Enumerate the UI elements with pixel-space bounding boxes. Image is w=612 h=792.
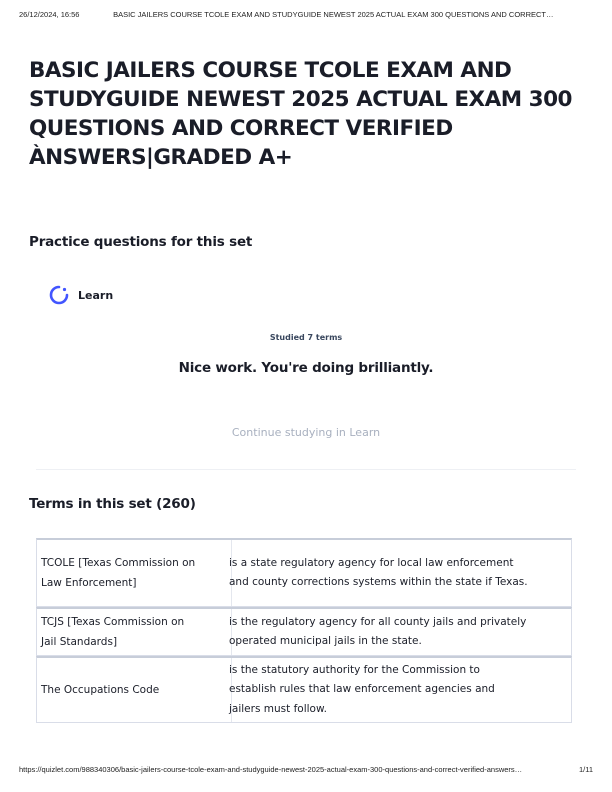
progress-message: Nice work. You're doing brilliantly. — [178, 360, 434, 376]
learn-cycle-icon — [48, 284, 70, 306]
term-text: The Occupations Code — [37, 658, 232, 722]
definition-text: is a state regulatory agency for local law enforcement and county corrections systems within the state if Texas. — [229, 556, 528, 588]
term-row — [36, 656, 572, 723]
print-header — [19, 10, 593, 19]
page-title: BASIC JAILERS COURSE TCOLE EXAM AND STUDYGUIDE NEWEST 2025 ACTUAL EXAM 300 QUESTIONS AND CORRECT VERIFIED ÀNSWERS|GRADED A+ — [29, 58, 572, 170]
terms-list — [36, 538, 572, 723]
definition-text: is the statutory authority for the Commission to establish rules that law enforcement agencies and jailers must follow. — [229, 663, 495, 715]
print-datetime: 26/12/2024, 16:56 — [19, 10, 80, 19]
learn-label: Learn — [78, 288, 114, 302]
term-row — [36, 538, 572, 607]
page-url: https://quizlet.com/988340306/basic-jailers-course-tcole-exam-and-studyguide-newest-2025-actual-exam-300-questions-and-correct-verified-answers… — [19, 765, 523, 774]
terms-heading: Terms in this set (260) — [29, 496, 196, 512]
practice-heading: Practice questions for this set — [29, 234, 253, 250]
page-number: 1/11 — [578, 765, 593, 774]
term-text: TCJS [Texas Commission on Jail Standards] — [37, 609, 232, 655]
term-row — [36, 607, 572, 656]
learn-button[interactable] — [48, 284, 113, 306]
definition-text: is the regulatory agency for all county jails and privately operated municipal jails in the state. — [229, 615, 527, 647]
term-text: TCOLE [Texas Commission on Law Enforcement] — [37, 540, 232, 606]
studied-count: Studied 7 terms — [269, 333, 343, 342]
continue-learn-link[interactable]: Continue studying in Learn — [231, 426, 381, 439]
section-divider — [36, 469, 576, 470]
print-footer — [19, 765, 593, 774]
print-title: BASIC JAILERS COURSE TCOLE EXAM AND STUDYGUIDE NEWEST 2025 ACTUAL EXAM 300 QUESTIONS AND CORRECT… — [113, 10, 554, 19]
